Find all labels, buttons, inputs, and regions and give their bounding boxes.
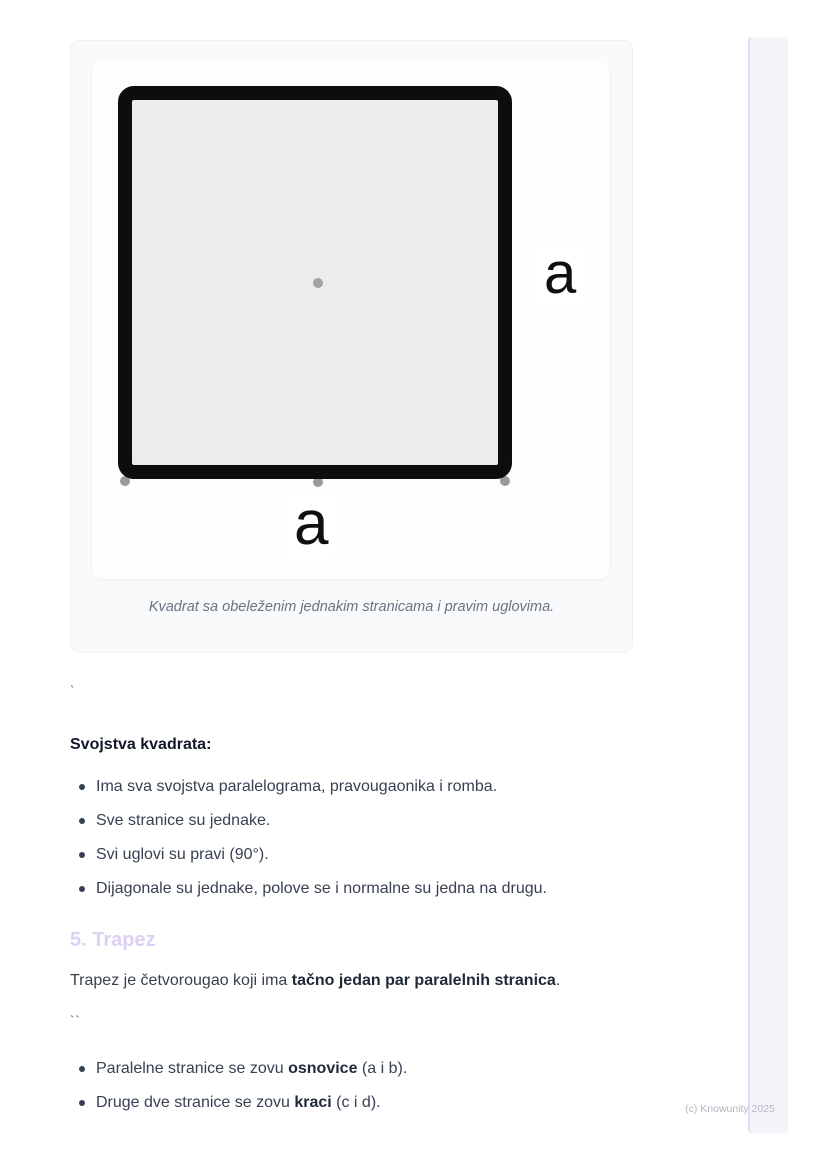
bullet-text: Druge dve stranice se zovu	[96, 1094, 295, 1111]
list-item	[70, 879, 828, 899]
list-item	[70, 845, 828, 865]
bullet-text: Ima sva svojstva paralelograma, pravougaonika i romba.	[96, 778, 498, 795]
trapez-intro-paragraph	[70, 971, 828, 991]
stray-backtick-mark: `	[70, 683, 77, 698]
bullet-bold-text: osnovice	[288, 1060, 358, 1077]
bullet-text-suffix: (a i b).	[357, 1060, 408, 1077]
intro-bold-text: tačno jedan par paralelnih stranica	[291, 972, 556, 989]
copyright-notice: (c) Knowunity 2025	[685, 1103, 775, 1115]
list-item	[70, 811, 828, 831]
figure-image-panel	[92, 61, 610, 579]
figure-caption: Kvadrat sa obeleženim jednakim stranicama i pravim uglovima.	[148, 599, 555, 615]
svojstva-bullet-list	[70, 777, 828, 899]
list-item	[70, 777, 828, 797]
bullet-text-suffix: (c i d).	[331, 1094, 381, 1111]
stray-double-backtick-mark: ``	[70, 1013, 81, 1028]
list-item	[70, 1059, 828, 1079]
bullet-text: Paralelne stranice se zovu	[96, 1060, 289, 1077]
intro-text: Trapez je četvorougao koji ima	[70, 972, 292, 989]
bullet-text: Svi uglovi su pravi (90°).	[96, 846, 269, 863]
side-label-a-bottom: a	[286, 489, 336, 563]
bullet-text: Dijagonale su jednake, polove se i normalne su jedna na drugu.	[96, 880, 547, 897]
svojstva-heading: Svojstva kvadrata:	[70, 736, 212, 753]
bullet-bold-text: kraci	[294, 1094, 332, 1111]
intro-text-suffix: .	[555, 972, 561, 989]
square-center-point	[313, 278, 323, 288]
bullet-text: Sve stranice su jednake.	[96, 812, 271, 829]
side-label-a-right: a	[536, 241, 584, 311]
figure-card	[70, 40, 633, 653]
trapez-section-heading: 5. Trapez	[70, 929, 156, 951]
